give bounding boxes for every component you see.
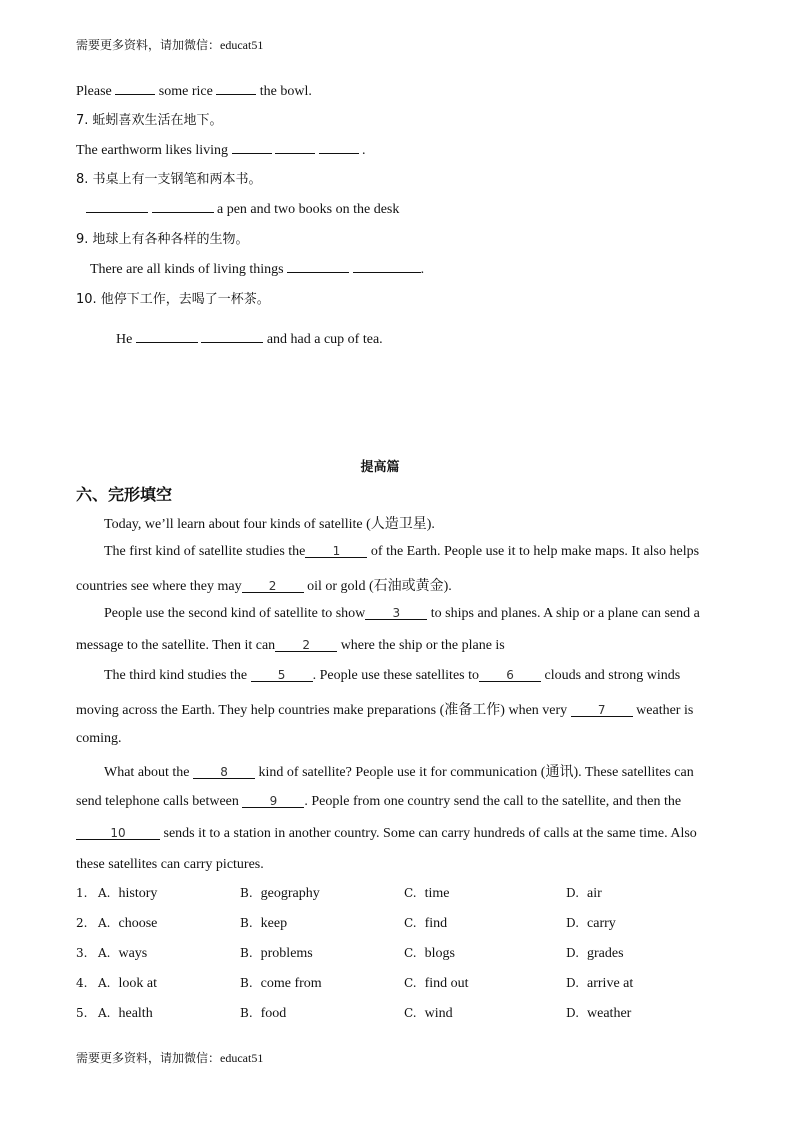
question-number: 2. [76,916,88,930]
text: Please [76,84,112,99]
option-text: weather [587,1006,632,1021]
option-c[interactable] [404,976,469,992]
text: . People from one country send the call to the satellite, and then the [304,794,682,809]
blank[interactable] [201,328,263,343]
option-text: geography [260,886,320,901]
option-text: find out [424,976,469,991]
passage-paragraph-4-line-1 [104,667,680,684]
passage-paragraph-3-line-1 [104,605,700,622]
question-row [76,976,756,996]
option-d[interactable] [566,1006,631,1022]
question-number: 4. [76,976,88,990]
question-row [76,886,756,906]
option-d[interactable] [566,916,616,932]
blank-8[interactable] [193,764,255,779]
text: . People use these satellites to [312,668,480,683]
option-letter: B. [240,886,253,900]
option-letter: C. [404,976,417,990]
blank-3[interactable] [365,605,427,620]
blank-number: 7 [597,703,606,717]
option-letter: C. [404,886,417,900]
question-8-chinese: 8. 书桌上有一支钢笔和两本书。 [76,172,262,187]
option-text: arrive at [587,976,634,991]
option-b[interactable] [240,946,313,962]
option-text: blogs [424,946,455,961]
option-c[interactable] [404,946,455,962]
option-text: time [424,886,450,901]
option-b[interactable] [240,1006,286,1022]
option-text: find [424,916,448,931]
text: He [116,332,133,347]
text: where the ship or the plane is [340,638,505,653]
blank-number: 9 [269,794,278,808]
question-10-english [116,328,383,348]
option-b[interactable] [240,916,287,932]
blank-number: 10 [110,826,126,840]
passage-paragraph-2-line-2 [76,575,452,595]
blank[interactable] [86,198,148,213]
option-letter: A. [98,886,111,900]
blank-10[interactable] [76,825,160,840]
text: some rice [158,84,213,99]
option-a[interactable] [98,1006,153,1022]
option-a[interactable] [98,946,147,962]
option-letter: B. [240,916,253,930]
question-10-chinese: 10. 他停下工作，去喝了一杯茶。 [76,292,270,307]
option-text: problems [260,946,313,961]
option-letter: A. [98,946,111,960]
text: and had a cup of tea. [266,332,383,347]
passage-paragraph-5-line-1 [104,761,694,781]
question-row [76,946,756,966]
option-text: look at [118,976,157,991]
option-d[interactable] [566,886,602,902]
option-letter: D. [566,946,580,960]
sentence-please [76,80,312,100]
blank[interactable] [152,198,214,213]
blank-9[interactable] [242,793,304,808]
blank-1[interactable] [305,543,367,558]
option-c[interactable] [404,1006,453,1022]
option-letter: A. [98,1006,111,1020]
question-row [76,916,756,936]
question-number: 3. [76,946,88,960]
passage-paragraph-5-line-3 [76,825,697,842]
blank-4[interactable] [275,637,337,652]
text: countries see where they may [76,579,242,594]
text: the bowl. [259,84,312,99]
blank[interactable] [353,258,421,273]
passage-paragraph-5-line-2 [76,793,681,810]
text: message to the satellite. Then it can [76,638,276,653]
option-text: keep [260,916,288,931]
blank-number: 2 [268,579,277,593]
option-text: ways [118,946,148,961]
text: What about the [104,765,190,780]
question-row [76,1006,756,1026]
page-footer: 需要更多资料，请加微信：educat51 [76,1051,264,1065]
blank-7[interactable] [571,702,633,717]
option-letter: D. [566,886,580,900]
passage-paragraph-2-line-1 [104,543,699,560]
option-text: grades [587,946,624,961]
option-b[interactable] [240,886,320,902]
blank[interactable] [287,258,349,273]
option-a[interactable] [98,916,157,932]
blank[interactable] [319,139,359,154]
blank-number: 3 [392,606,401,620]
blank[interactable] [136,328,198,343]
page-header: 需要更多资料，请加微信：educat51 [76,38,264,52]
blank[interactable] [115,80,155,95]
question-9-english [90,258,424,278]
option-text: choose [118,916,158,931]
text: . [420,262,425,277]
question-number: 5. [76,1006,88,1020]
blank[interactable] [232,139,272,154]
text: a pen and two books on the desk [217,202,400,217]
passage-paragraph-4-line-3: coming. [76,731,122,746]
question-7-chinese: 7. 蚯蚓喜欢生活在地下。 [76,113,223,128]
text: of the Earth. People use it to help make maps. It also helps [370,544,700,559]
blank-2[interactable] [242,578,304,593]
text: kind of satellite? People use it for communication (通讯). These satellites can [258,765,694,780]
passage-paragraph-5-line-4: these satellites can carry pictures. [76,857,264,872]
option-letter: A. [98,976,111,990]
text: The first kind of satellite studies the [104,544,306,559]
passage-paragraph-4-line-2 [76,699,693,719]
option-letter: D. [566,916,580,930]
blank-number: 2 [302,638,310,652]
passage-paragraph-3-line-2 [76,637,505,654]
option-text: come from [260,976,322,991]
option-a[interactable] [98,886,157,902]
blank-number: 8 [220,765,228,779]
section-title: 六、完形填空 [76,485,173,504]
option-c[interactable] [404,916,447,932]
option-d[interactable] [566,946,624,962]
question-7-english [76,139,366,159]
passage-paragraph-1: Today, we’ll learn about four kinds of satellite (人造卫星). [104,517,435,532]
blank-number: 1 [332,544,341,558]
option-letter: C. [404,946,417,960]
option-letter: D. [566,976,580,990]
option-letter: B. [240,946,253,960]
option-letter: D. [566,1006,580,1020]
text: People use the second kind of satellite to show [104,606,366,621]
text: clouds and strong winds [544,668,681,683]
text: to ships and planes. A ship or a plane can send a [430,606,700,621]
option-text: food [260,1006,287,1021]
section-level-heading: 提高篇 [360,460,400,475]
option-letter: B. [240,976,253,990]
question-8-english [86,198,399,218]
text: oil or gold (石油或黄金). [307,579,452,594]
blank[interactable] [216,80,256,95]
option-d[interactable] [566,976,633,992]
text: The third kind studies the [104,668,248,683]
option-letter: C. [404,1006,417,1020]
blank[interactable] [275,139,315,154]
option-text: health [118,1006,153,1021]
blank-number: 5 [277,668,286,682]
blank-5[interactable] [251,667,313,682]
question-number: 1. [76,886,88,900]
text: weather is [636,703,694,718]
option-c[interactable] [404,886,449,902]
text: The earthworm likes living [76,143,229,158]
option-letter: A. [98,916,111,930]
option-letter: C. [404,916,417,930]
option-text: wind [424,1006,453,1021]
text: sends it to a station in another country. Some can carry hundreds of calls at the same time. Also [163,826,697,841]
blank-6[interactable] [479,667,541,682]
option-text: air [587,886,602,901]
option-text: carry [587,916,616,931]
text: moving across the Earth. They help countries make preparations (准备工作) when very [76,703,568,718]
blank-number: 6 [506,668,514,682]
option-a[interactable] [98,976,157,992]
option-letter: B. [240,1006,253,1020]
text: . [362,143,366,158]
question-9-chinese: 9. 地球上有各种各样的生物。 [76,232,249,247]
text: send telephone calls between [76,794,239,809]
option-b[interactable] [240,976,322,992]
option-text: history [118,886,158,901]
text: There are all kinds of living things [90,262,284,277]
